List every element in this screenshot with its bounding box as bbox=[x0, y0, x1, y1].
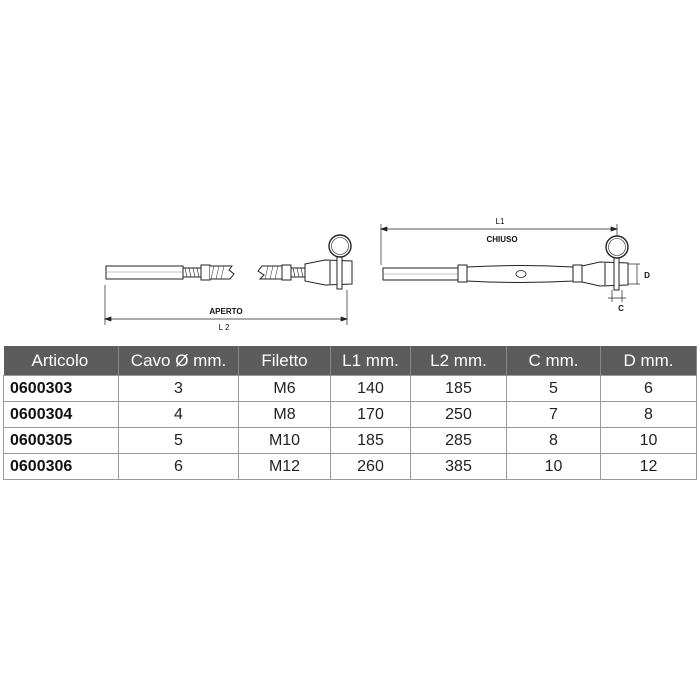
cell-l1: 260 bbox=[331, 454, 411, 480]
cell-l1: 185 bbox=[331, 428, 411, 454]
header-l2: L2 mm. bbox=[411, 346, 507, 376]
c-label: C bbox=[618, 304, 624, 313]
cell-l1: 140 bbox=[331, 376, 411, 402]
header-l1: L1 mm. bbox=[331, 346, 411, 376]
cell-filetto: M12 bbox=[239, 454, 331, 480]
l1-dimension-line bbox=[381, 224, 617, 265]
header-filetto: Filetto bbox=[239, 346, 331, 376]
cell-d: 6 bbox=[601, 376, 697, 402]
cell-l1: 170 bbox=[331, 402, 411, 428]
table-row bbox=[4, 376, 697, 402]
header-c: C mm. bbox=[507, 346, 601, 376]
open-label: APERTO bbox=[209, 307, 243, 316]
table-row bbox=[4, 454, 697, 480]
table-row bbox=[4, 402, 697, 428]
cell-c: 10 bbox=[507, 454, 601, 480]
cell-filetto: M8 bbox=[239, 402, 331, 428]
l1-label: L1 bbox=[495, 217, 505, 226]
cell-l2: 250 bbox=[411, 402, 507, 428]
d-label: D bbox=[644, 271, 650, 280]
cell-l2: 185 bbox=[411, 376, 507, 402]
cell-d: 12 bbox=[601, 454, 697, 480]
header-articolo: Articolo bbox=[4, 346, 119, 376]
cell-l2: 385 bbox=[411, 454, 507, 480]
table-header-row bbox=[4, 346, 697, 376]
cell-articolo: 0600305 bbox=[4, 428, 119, 454]
closed-label: CHIUSO bbox=[486, 235, 518, 244]
cell-c: 5 bbox=[507, 376, 601, 402]
d-dimension bbox=[628, 264, 640, 284]
l2-label: L 2 bbox=[218, 323, 230, 332]
cell-d: 10 bbox=[601, 428, 697, 454]
cell-filetto: M10 bbox=[239, 428, 331, 454]
cell-cavo: 6 bbox=[119, 454, 239, 480]
cell-c: 7 bbox=[507, 402, 601, 428]
closed-turnbuckle-figure bbox=[383, 236, 628, 290]
cell-l2: 285 bbox=[411, 428, 507, 454]
cell-articolo: 0600303 bbox=[4, 376, 119, 402]
header-d: D mm. bbox=[601, 346, 697, 376]
cell-c: 8 bbox=[507, 428, 601, 454]
cell-cavo: 3 bbox=[119, 376, 239, 402]
cell-articolo: 0600304 bbox=[4, 402, 119, 428]
cell-cavo: 4 bbox=[119, 402, 239, 428]
open-turnbuckle-figure bbox=[106, 235, 352, 289]
cell-cavo: 5 bbox=[119, 428, 239, 454]
table-row bbox=[4, 428, 697, 454]
cell-articolo: 0600306 bbox=[4, 454, 119, 480]
spec-table bbox=[3, 346, 697, 480]
cell-d: 8 bbox=[601, 402, 697, 428]
technical-drawing bbox=[0, 0, 700, 340]
cell-filetto: M6 bbox=[239, 376, 331, 402]
c-dimension bbox=[608, 290, 626, 302]
header-cavo: Cavo Ø mm. bbox=[119, 346, 239, 376]
l2-dimension-line bbox=[105, 285, 347, 325]
